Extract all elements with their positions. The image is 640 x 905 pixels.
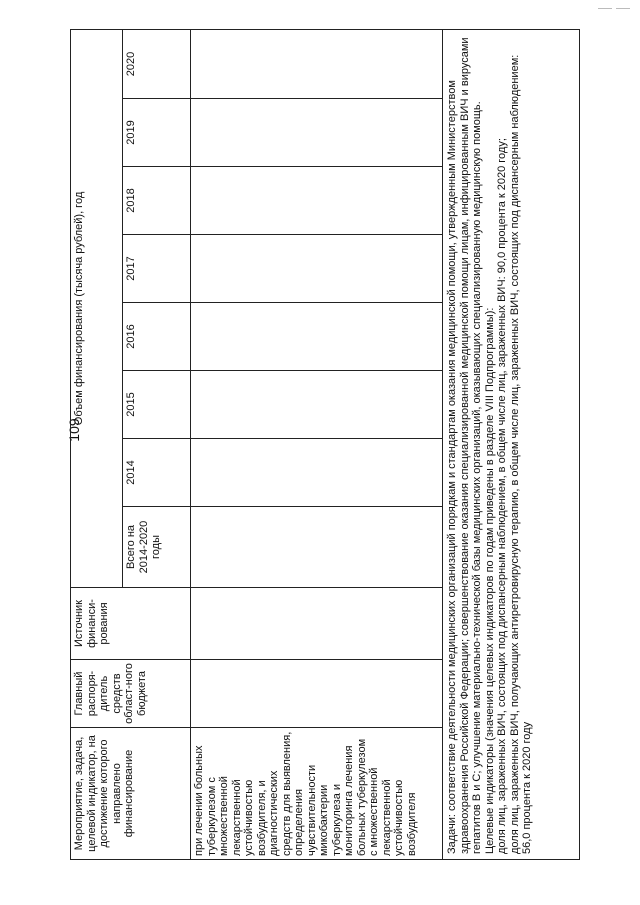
total-cell — [191, 507, 443, 588]
header-activity: Мероприятие, задача, целевой индикатор, на достижение которого направлено финансирование — [71, 728, 191, 860]
table-row — [191, 29, 443, 859]
notes-cell — [443, 29, 580, 859]
year-cell — [191, 235, 443, 303]
header-source: Источник финанси-рования — [71, 588, 191, 660]
header-year: 2015 — [123, 371, 191, 439]
year-cell — [191, 371, 443, 439]
header-total: Всего на 2014-2020 годы — [123, 507, 191, 588]
year-cell — [191, 29, 443, 98]
header-year: 2018 — [123, 167, 191, 235]
notes-row — [443, 29, 580, 859]
header-year: 2017 — [123, 235, 191, 303]
year-cell — [191, 99, 443, 167]
source-cell — [191, 588, 443, 660]
header-funding-group: Объем финансирования (тысяча рублей), год — [71, 29, 123, 587]
header-manager: Главный распоря-дитель средств област-ного бюджета — [71, 660, 191, 728]
scan-mark — [616, 8, 630, 9]
indicator-item: доля лиц, зараженных ВИЧ, состоящих под диспансерным наблюдением, в общем числе лиц, зараженных ВИЧ: 90,0 процента к 2020 году; — [496, 138, 508, 854]
header-year: 2019 — [123, 99, 191, 167]
page-number: 109 — [66, 418, 82, 442]
funding-table — [70, 29, 580, 860]
indicator-item: доля лиц, зараженных ВИЧ, получающих антиретровирусную терапию, в общем числе лиц, зараженных ВИЧ, состоящих под диспансерным наблюдением: 56,0 процента к 2020 году — [508, 54, 533, 854]
tasks-text: Задачи: соответствие деятельности медицинских организаций порядкам и стандартам оказания медицинской помощи, утвержденным Министерством здравоохранения Российской Федерации; совершенствование оказания специализированной медицинской помощи лицам, инфицированным ВИЧ и вирусами гепатитов В и С; улучшение материально-технической базы медицинских организаций, оказывающих специализированную медицинскую помощь. — [446, 37, 483, 854]
year-cell — [191, 439, 443, 507]
scan-mark — [598, 8, 612, 9]
year-cell — [191, 303, 443, 371]
manager-cell — [191, 660, 443, 728]
indicators-title: Целевые индикаторы (значения целевых индикаторов по годам приведены в разделе VIII Подпрограммы): — [483, 307, 496, 854]
year-cell — [191, 167, 443, 235]
header-year: 2020 — [123, 29, 191, 98]
rotated-table-container — [70, 30, 580, 860]
header-year: 2014 — [123, 439, 191, 507]
activity-cell: при лечении больных туберкулезом с множественной лекарственной устойчивостью возбудителя, и диагностических средств для выявления, определения чувствительности микобактерии туберкулеза и мониторинга лечения больных туберкулезом с множественной лекарственной устойчивостью возбудителя — [191, 728, 443, 860]
header-year: 2016 — [123, 303, 191, 371]
